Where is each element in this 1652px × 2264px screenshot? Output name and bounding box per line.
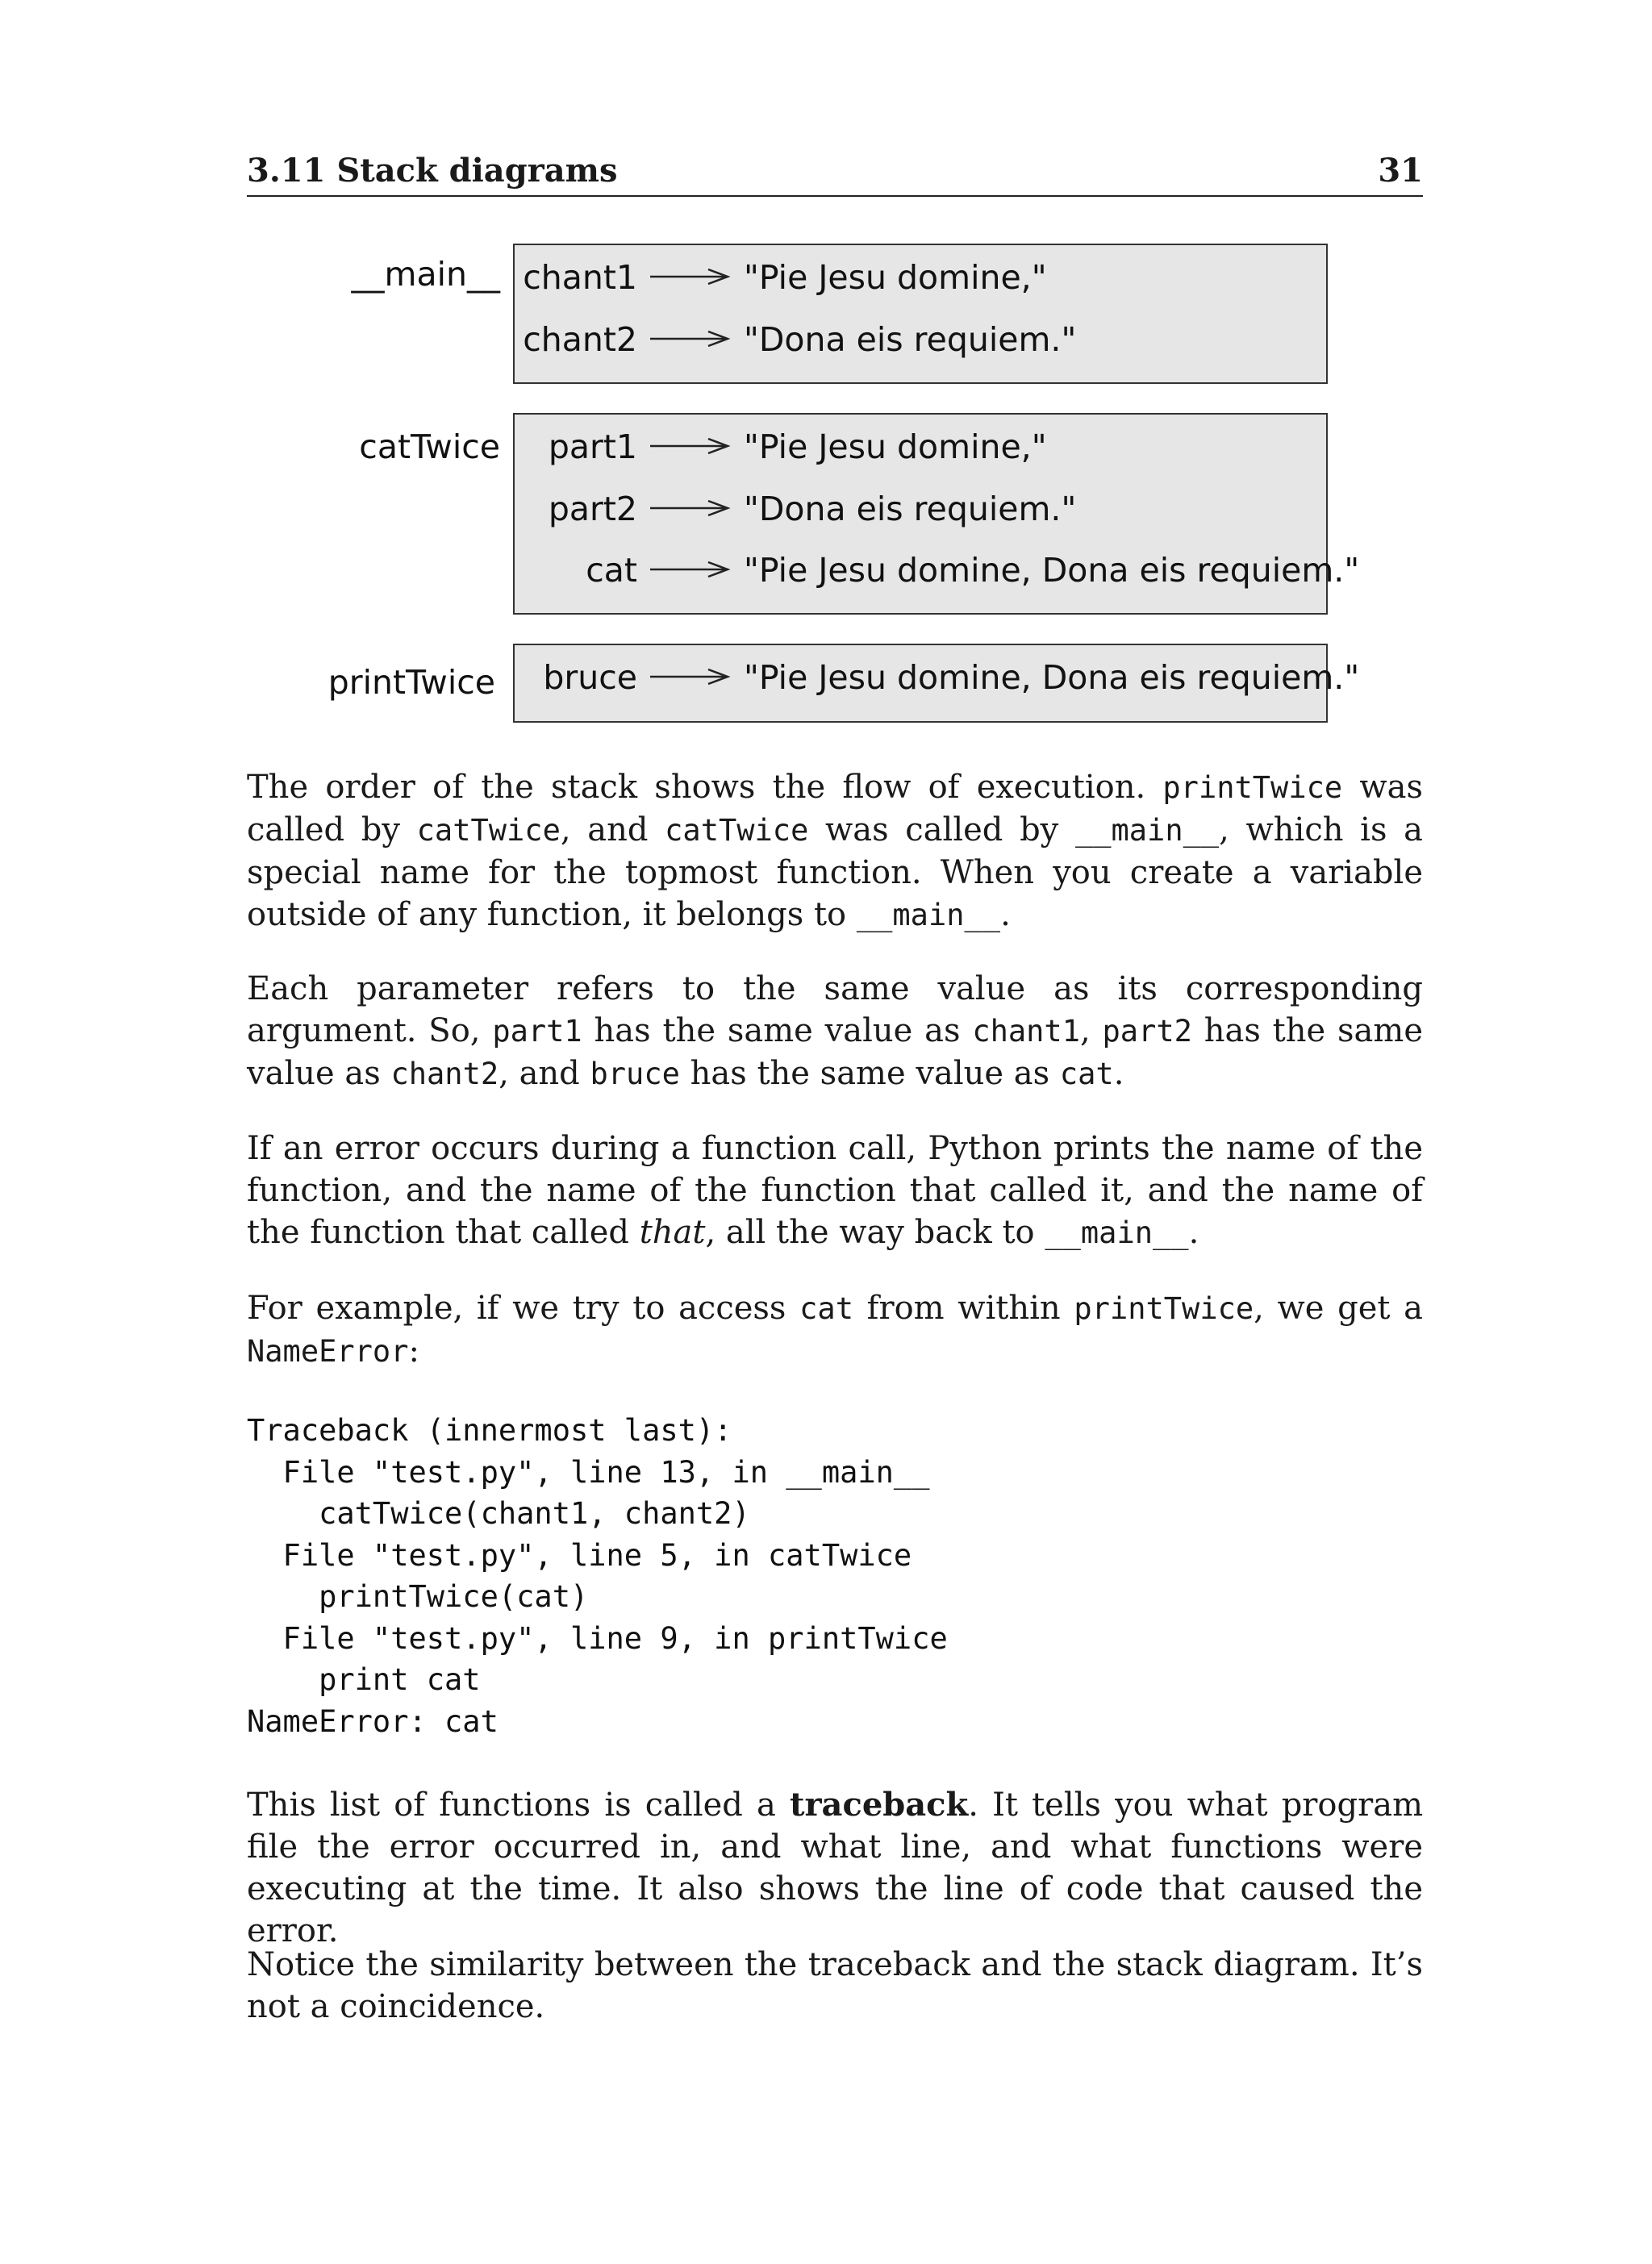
arrow-right-icon <box>650 665 731 689</box>
paragraph-similarity: Notice the similarity between the traceback and the stack diagram. It’s not a coincidence. <box>247 1946 1423 2025</box>
var-name: chant2 <box>523 320 637 359</box>
var-name: cat <box>586 551 637 590</box>
page-number: 31 <box>1378 152 1423 190</box>
arrow-right-icon <box>650 327 731 351</box>
frame-var-row <box>515 320 1321 369</box>
paragraph-parameters: Each parameter refers to the same value as its corresponding argument. So, part1 has the same value as chant1, part2 has the same value as chant2, and bruce has the same value as cat. <box>247 970 1423 1092</box>
var-name: bruce <box>543 658 637 697</box>
frame-cattwice <box>513 413 1360 615</box>
paragraph-flow-of-execution: The order of the stack shows the flow of execution. printTwice was called by catTwice, and catTwice was called by __main__, which is a special name for the topmost function. When you create a variable outside of any function, it belongs to __main__. <box>247 769 1424 933</box>
frame-var-row <box>515 490 1321 538</box>
paragraph-example: For example, if we try to access cat from within printTwice, we get a NameError: <box>247 1290 1424 1370</box>
running-header <box>247 150 1423 197</box>
frame-main <box>513 244 1328 384</box>
frame-var-row <box>515 551 1360 599</box>
frame-var-row <box>515 427 1321 476</box>
paragraph-traceback-definition: This list of functions is called a traceback. It tells you what program file the error occurred in, and what line, and what functions were executing at the time. It also shows the line of code that caused the error. <box>247 1786 1424 1949</box>
traceback-code-block: Traceback (innermost last): File "test.py", line 13, in __main__ catTwice(chant1, chant2) File "test.py", line 5, in catTwice printTwice(cat) File "test.py", line 9, in printTwice print cat NameError: cat <box>247 1413 948 1739</box>
frame-label-cattwice: catTwice <box>359 427 500 466</box>
arrow-right-icon <box>650 265 731 289</box>
arrow-right-icon <box>650 557 731 582</box>
frame-label-main: __main__ <box>351 255 500 294</box>
frame-var-row <box>515 258 1321 306</box>
arrow-right-icon <box>650 496 731 520</box>
var-value: "Dona eis requiem." <box>744 320 1077 359</box>
var-name: part2 <box>548 490 637 528</box>
var-value: "Pie Jesu domine," <box>744 427 1047 466</box>
arrow-right-icon <box>650 434 731 458</box>
var-name: part1 <box>548 427 637 466</box>
var-value: "Pie Jesu domine," <box>744 258 1047 297</box>
frame-label-printtwice: printTwice <box>327 663 495 702</box>
var-value: "Pie Jesu domine, Dona eis requiem." <box>744 658 1360 697</box>
section-title: 3.11 Stack diagrams <box>247 152 618 190</box>
paragraph-error-occurs: If an error occurs during a function call, Python prints the name of the function, and the name of the function that called it, and the name of the function that called that, all the way back to __main__. <box>247 1130 1423 1251</box>
var-value: "Dona eis requiem." <box>744 490 1077 528</box>
var-value: "Pie Jesu domine, Dona eis requiem." <box>744 551 1360 590</box>
frame-var-row <box>515 658 1360 707</box>
var-name: chant1 <box>523 258 637 297</box>
frame-printtwice <box>513 644 1360 723</box>
